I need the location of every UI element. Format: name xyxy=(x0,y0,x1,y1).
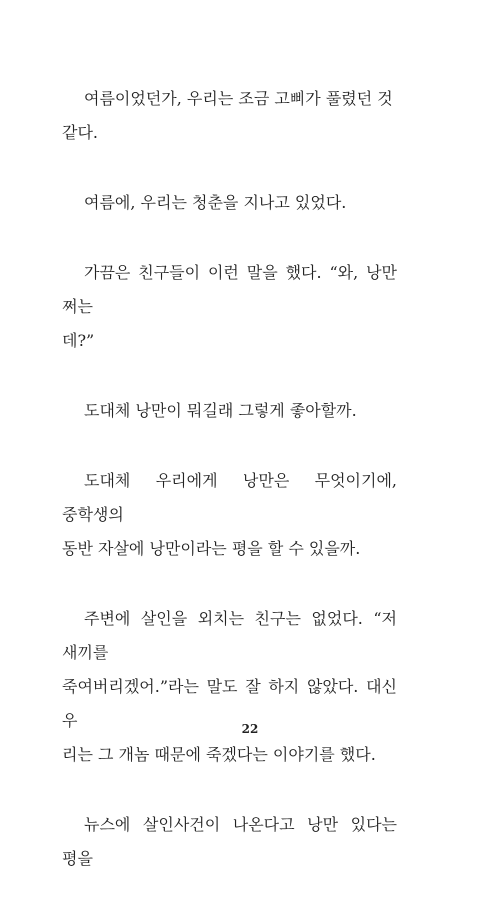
text-line: 리는 그 개놈 때문에 죽겠다는 이야기를 했다. xyxy=(62,745,376,764)
text-line: 가끔은 친구들이 이런 말을 했다. “와, 낭만 쩌는 xyxy=(62,263,397,316)
text-line: 도대체 우리에게 낭만은 무엇이기에, 중학생의 xyxy=(62,471,397,524)
paragraph-3 xyxy=(62,256,397,358)
paragraph-7 xyxy=(62,808,397,876)
paragraph-6 xyxy=(62,602,397,772)
text-line: 여름에, 우리는 청춘을 지나고 있었다. xyxy=(84,193,347,212)
paragraph-1 xyxy=(62,82,397,150)
text-line: 데?” xyxy=(62,331,95,350)
text-line: 동반 자살에 낭만이라는 평을 할 수 있을까. xyxy=(62,539,361,558)
text-line: 주변에 살인을 외치는 친구는 없었다. “저 새끼를 xyxy=(62,609,397,662)
text-line: 같다. xyxy=(62,123,98,142)
text-line: 죽여버리겠어.”라는 말도 잘 하지 않았다. 대신 우 xyxy=(62,677,397,730)
paragraph-4 xyxy=(62,394,397,428)
text-line: 뉴스에 살인사건이 나온다고 낭만 있다는 평을 xyxy=(62,815,397,868)
paragraph-5 xyxy=(62,464,397,566)
page-body xyxy=(62,82,397,912)
text-line: 여름이었던가, 우리는 조금 고삐가 풀렸던 것 xyxy=(84,89,393,108)
text-line: 도대체 낭만이 뭐길래 그렇게 좋아할까. xyxy=(84,401,357,420)
page-number: 22 xyxy=(241,722,259,736)
paragraph-2 xyxy=(62,186,397,220)
